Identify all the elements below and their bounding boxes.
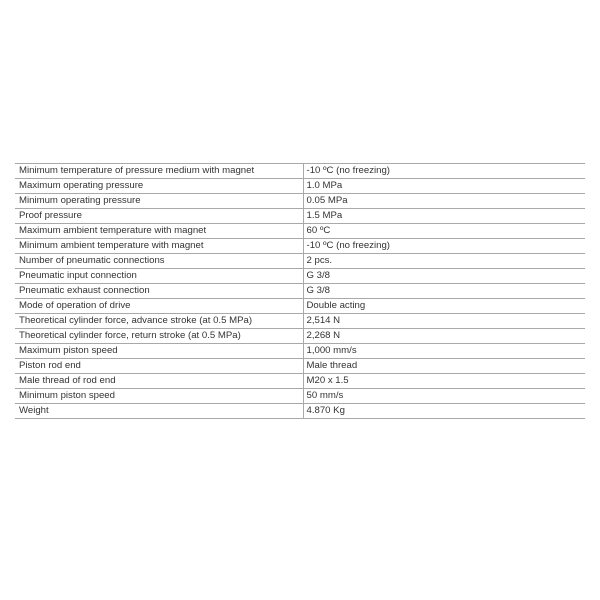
table-row <box>15 404 585 419</box>
table-row <box>15 209 585 224</box>
spec-parameter: Mode of operation of drive <box>15 299 303 314</box>
spec-parameter: Pneumatic input connection <box>15 269 303 284</box>
spec-parameter: Minimum ambient temperature with magnet <box>15 239 303 254</box>
spec-value: G 3/8 <box>303 284 585 299</box>
table-row <box>15 299 585 314</box>
spec-value: Double acting <box>303 299 585 314</box>
spec-value: -10 ºC (no freezing) <box>303 164 585 179</box>
spec-parameter: Pneumatic exhaust connection <box>15 284 303 299</box>
spec-value: 60 ºC <box>303 224 585 239</box>
spec-value: 2,268 N <box>303 329 585 344</box>
table-row <box>15 344 585 359</box>
spec-parameter: Theoretical cylinder force, return stroke (at 0.5 MPa) <box>15 329 303 344</box>
spec-value: 0.05 MPa <box>303 194 585 209</box>
table-row <box>15 164 585 179</box>
spec-value: 1.0 MPa <box>303 179 585 194</box>
spec-value: 1,000 mm/s <box>303 344 585 359</box>
spec-parameter: Theoretical cylinder force, advance stroke (at 0.5 MPa) <box>15 314 303 329</box>
table-row <box>15 224 585 239</box>
table-row <box>15 389 585 404</box>
table-row <box>15 284 585 299</box>
spec-value: -10 ºC (no freezing) <box>303 239 585 254</box>
spec-parameter: Maximum ambient temperature with magnet <box>15 224 303 239</box>
table-row <box>15 194 585 209</box>
spec-parameter: Minimum operating pressure <box>15 194 303 209</box>
spec-value: 2,514 N <box>303 314 585 329</box>
table-row <box>15 269 585 284</box>
table-row <box>15 314 585 329</box>
table-row <box>15 254 585 269</box>
spec-value: G 3/8 <box>303 269 585 284</box>
spec-parameter: Maximum operating pressure <box>15 179 303 194</box>
spec-parameter: Weight <box>15 404 303 419</box>
table-row <box>15 239 585 254</box>
spec-table <box>15 163 585 419</box>
spec-parameter: Number of pneumatic connections <box>15 254 303 269</box>
table-row <box>15 329 585 344</box>
spec-value: Male thread <box>303 359 585 374</box>
table-row <box>15 374 585 389</box>
spec-value: 1.5 MPa <box>303 209 585 224</box>
table-row <box>15 179 585 194</box>
spec-parameter: Maximum piston speed <box>15 344 303 359</box>
table-row <box>15 359 585 374</box>
spec-value: M20 x 1.5 <box>303 374 585 389</box>
spec-parameter: Male thread of rod end <box>15 374 303 389</box>
spec-value: 2 pcs. <box>303 254 585 269</box>
spec-parameter: Minimum piston speed <box>15 389 303 404</box>
spec-parameter: Piston rod end <box>15 359 303 374</box>
spec-value: 4.870 Kg <box>303 404 585 419</box>
spec-parameter: Proof pressure <box>15 209 303 224</box>
spec-parameter: Minimum temperature of pressure medium with magnet <box>15 164 303 179</box>
spec-value: 50 mm/s <box>303 389 585 404</box>
